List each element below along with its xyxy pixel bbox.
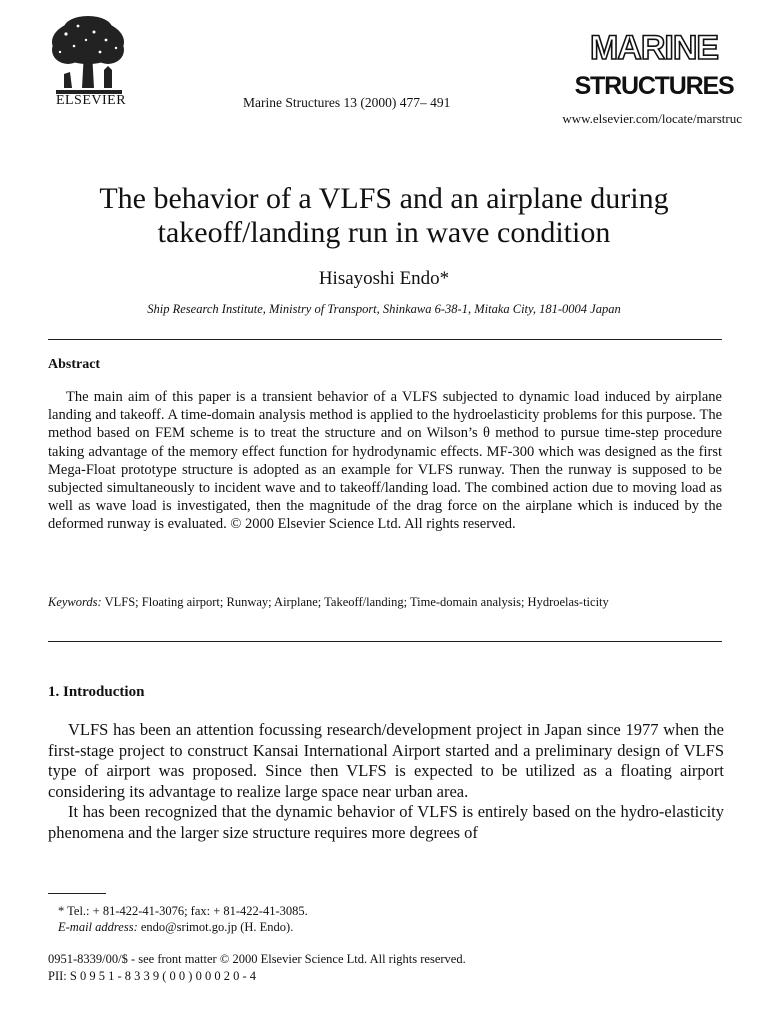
introduction-body	[48, 720, 724, 843]
publisher-name: ELSEVIER	[55, 93, 127, 108]
journal-url[interactable]: www.elsevier.com/locate/marstruc	[562, 111, 742, 126]
introduction-paragraph: VLFS has been an attention focussing research/development project in Japan since 1977 when the first-stage project to construct Kansai International Airport started and a preliminary design of VLFS type of airport was proposed. Since then VLFS is expected to be utilized as a floating airport considering its advantage to realize large space near urban area.	[48, 720, 724, 801]
keywords-label: Keywords:	[48, 595, 102, 609]
section-heading-introduction: 1. Introduction	[48, 684, 145, 700]
footnote-email[interactable]: endo@srimot.go.jp (H. Endo).	[140, 920, 294, 934]
introduction-paragraph: It has been recognized that the dynamic behavior of VLFS is entirely based on the hydro-elasticity phenomena and the larger size structure requires more degrees of	[48, 802, 724, 842]
abstract-heading: Abstract	[48, 357, 101, 372]
footnote	[48, 903, 722, 935]
keywords	[48, 593, 722, 611]
issn-line: 0951-8339/00/$ - see front matter © 2000 Elsevier Science Ltd. All rights reserved.	[48, 952, 466, 966]
elsevier-tree-logo	[46, 12, 130, 96]
journal-citation: Marine Structures 13 (2000) 477– 491	[243, 95, 451, 110]
footnote-rule	[48, 893, 106, 894]
journal-logo-line2: STRUCTURES	[574, 72, 734, 100]
footnote-contact: * Tel.: + 81-422-41-3076; fax: + 81-422-41-3085.	[58, 904, 308, 918]
abstract-text: The main aim of this paper is a transient behavior of a VLFS subjected to dynamic load induced by airplane landing and takeoff. A time-domain analysis method is applied to the hydroelasticity problems for this purpose. The method based on FEM scheme is to treat the structure and on Wilson’s θ method to pursue time-step procedure taking advantage of the memory effect function for hydrodynamic effects. MF-300 which was designed as the first Mega-Float prototype structure is adopted as an example for VLFS runway. Then the runway is supposed to be subjected simultaneously to incident wave and to takeoff/landing load. The combined action due to moving load as well as wave load is investigated, then the magnitude of the drag force on the airplane which is induced by the deformed runway is evaluated. © 2000 Elsevier Science Ltd. All rights reserved.	[48, 389, 722, 533]
author-affiliation: Ship Research Institute, Ministry of Transport, Shinkawa 6-38-1, Mitaka City, 181-0004 Japan	[147, 302, 621, 316]
footnote-email-label: E-mail address:	[58, 920, 138, 934]
divider-top	[48, 339, 722, 340]
article-author: Hisayoshi Endo*	[318, 268, 450, 289]
pii-line: PII: S 0 9 5 1 - 8 3 3 9 ( 0 0 ) 0 0 0 2 0 - 4	[48, 969, 256, 983]
journal-logo	[574, 28, 734, 100]
keywords-text: VLFS; Floating airport; Runway; Airplane; Takeoff/landing; Time-domain analysis; Hydroelas-ticity	[104, 595, 609, 609]
journal-logo-line1: MARINE	[589, 29, 719, 67]
article-title: The behavior of a VLFS and an airplane during takeoff/landing run in wave condition	[99, 182, 669, 249]
divider-bottom	[48, 641, 722, 642]
copyright-block	[48, 951, 722, 985]
